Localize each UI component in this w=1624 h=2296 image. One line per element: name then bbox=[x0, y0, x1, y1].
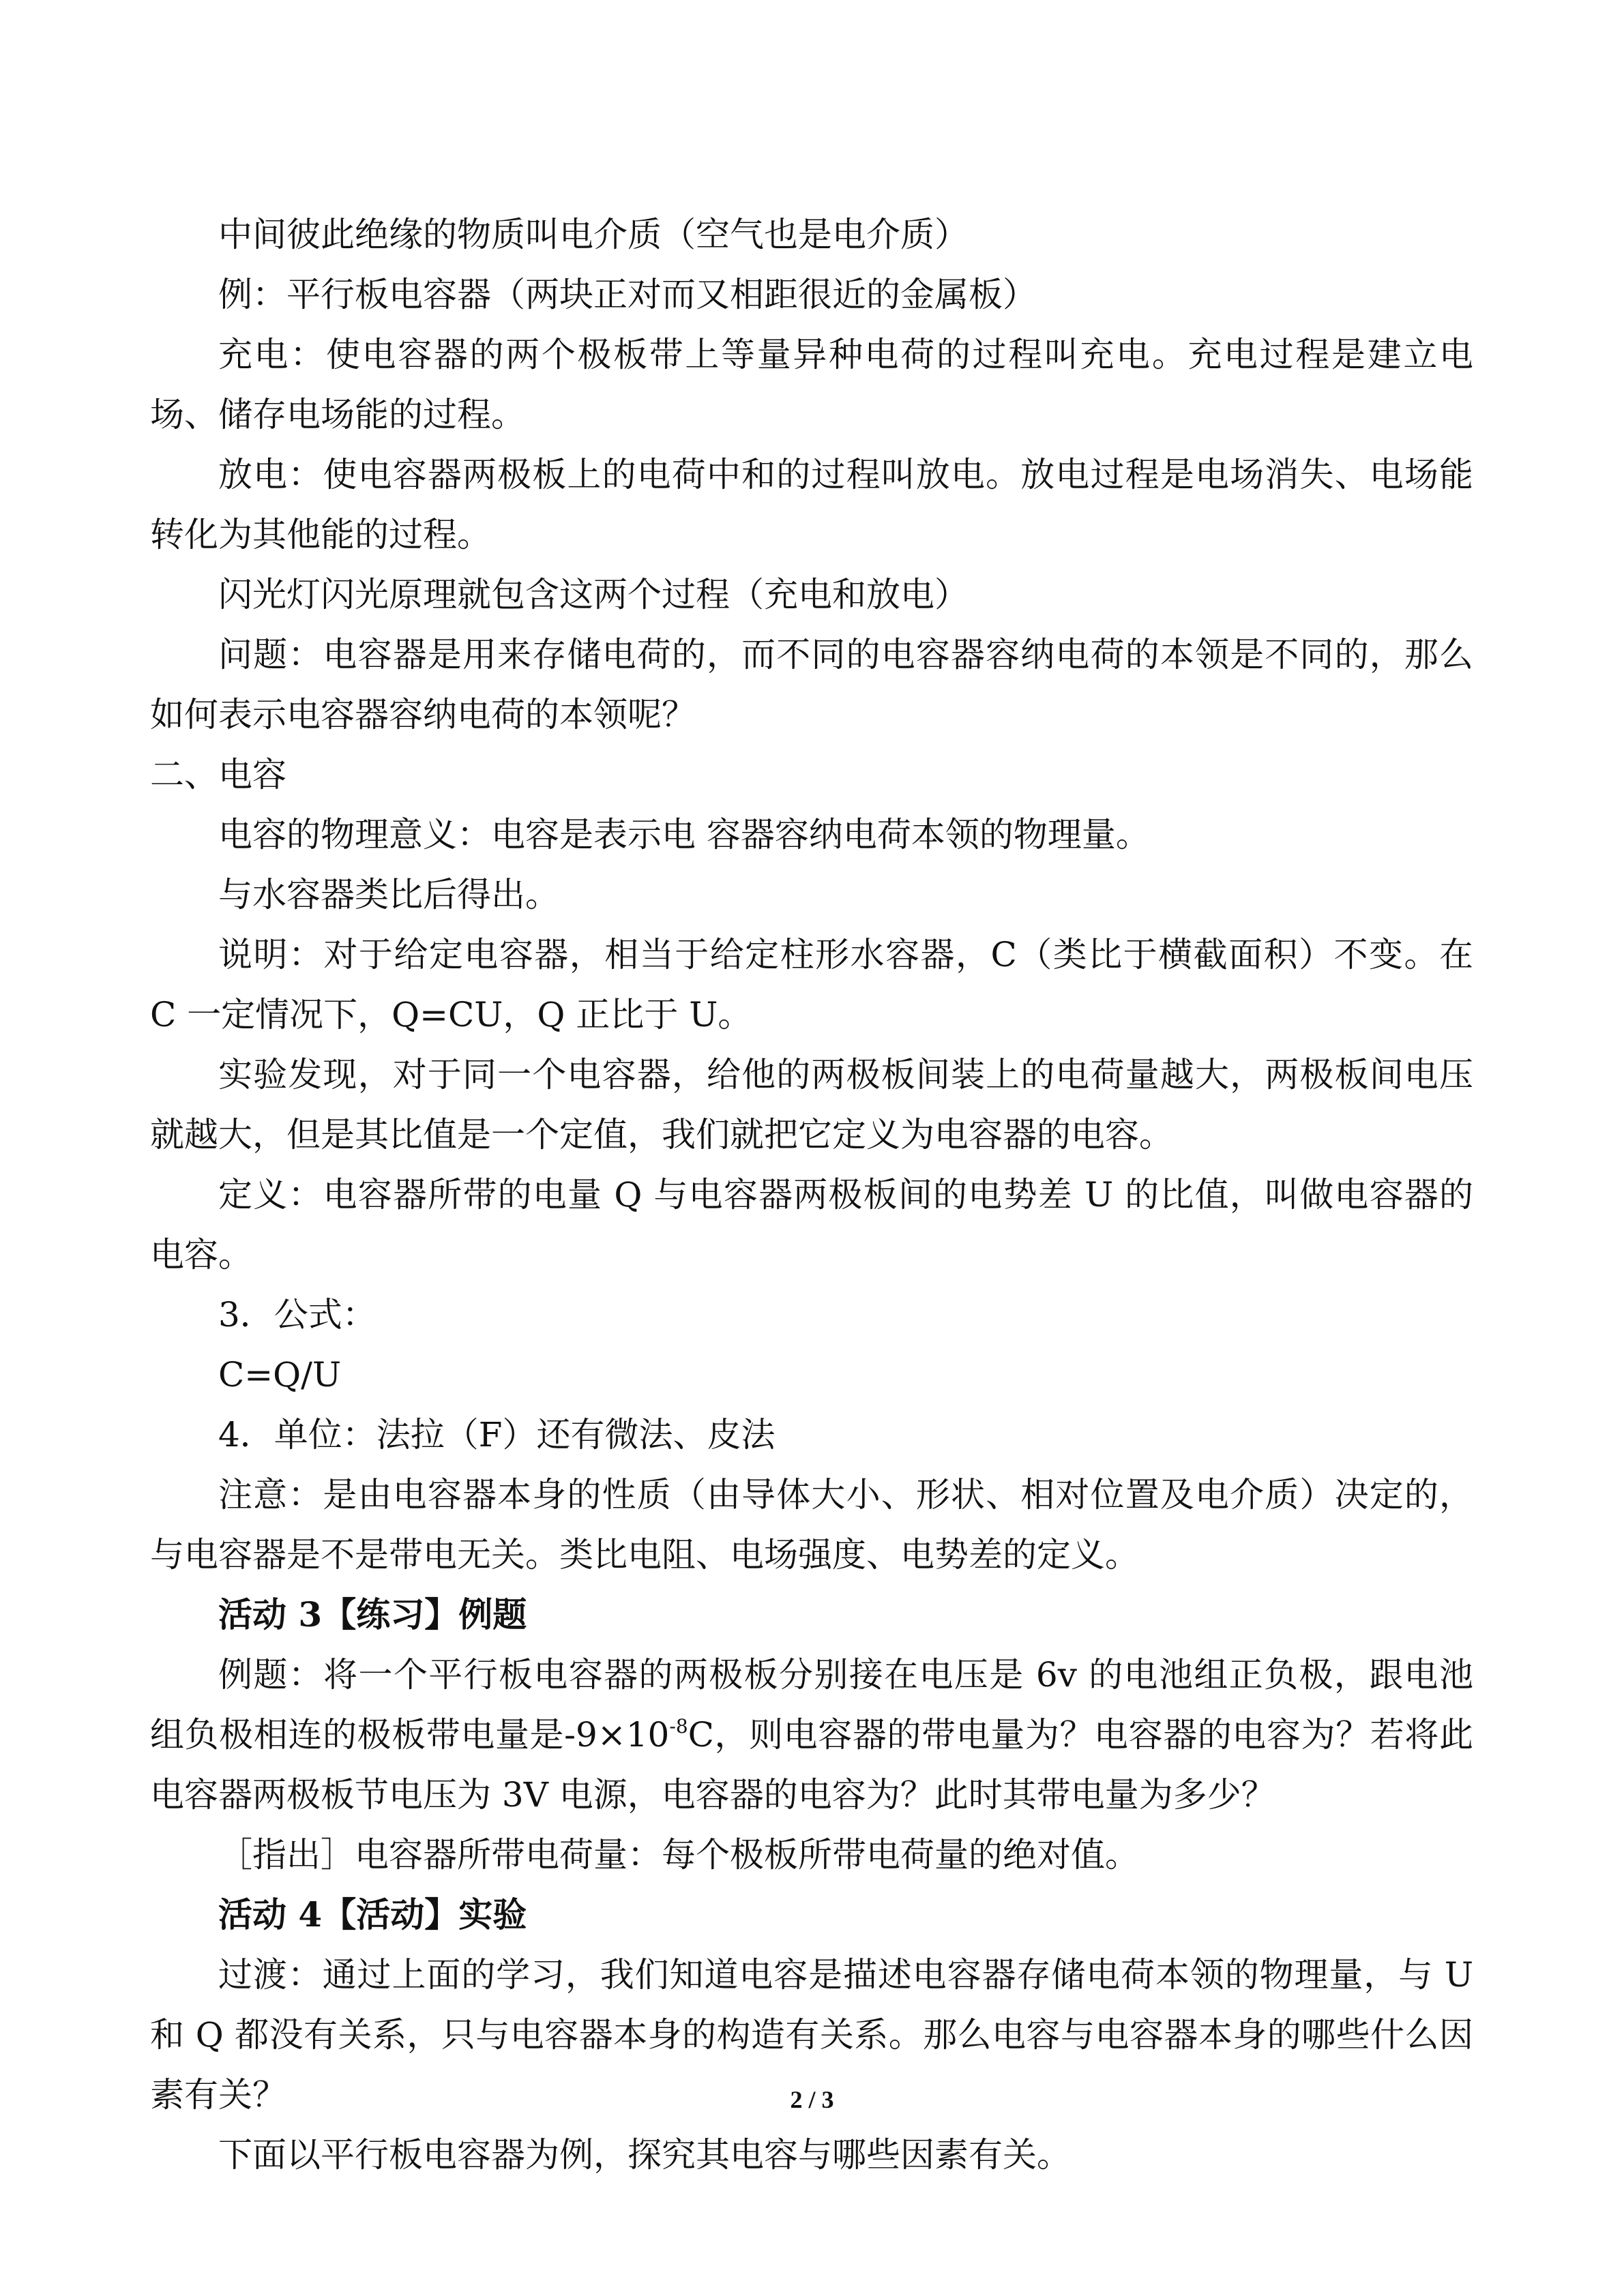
example-text-part2: C，则电容器的带电量为？电容器的电容为？若将此电容器两极板节电压为 3V 电源，电容器的电容为？此时其带电量为多少？ bbox=[150, 1715, 1473, 1815]
paragraph-dielectric: 中间彼此绝缘的物质叫电介质（空气也是电介质） bbox=[218, 215, 969, 254]
example-text-part1: 例题：将一个平行板电容器的两极板分别接在电压是 6v 的电池组正负极，跟电池组负极相连的极板带电量是-9×10 bbox=[150, 1655, 1473, 1755]
paragraph-pointer: ［指出］电容器所带电荷量：每个极板所带电荷量的绝对值。 bbox=[218, 1835, 1139, 1875]
example-exponent: -8 bbox=[669, 1715, 688, 1738]
paragraph-transition: 过渡：通过上面的学习，我们知道电容是描述电容器存储电荷本领的物理量，与 U 和 Q 都没有关系，只与电容器本身的构造有关系。那么电容与电容器本身的哪些什么因素有关？ bbox=[150, 1955, 1473, 2115]
activity-4-heading: 活动 4【活动】实验 bbox=[218, 1894, 527, 1935]
paragraph-charging: 充电：使电容器的两个极板带上等量异种电荷的过程叫充电。充电过程是建立电场、储存电场能的过程。 bbox=[150, 335, 1473, 434]
paragraph-unit: 4．单位：法拉（F）还有微法、皮法 bbox=[218, 1415, 776, 1455]
activity-3-heading: 活动 3【练习】例题 bbox=[218, 1594, 527, 1635]
paragraph-formula-label: 3．公式： bbox=[218, 1295, 377, 1335]
paragraph-explanation: 说明：对于给定电容器，相当于给定柱形水容器，C（类比于横截面积）不变。在 C 一定情况下，Q=CU，Q 正比于 U。 bbox=[150, 935, 1473, 1034]
paragraph-discharging: 放电：使电容器两极板上的电荷中和的过程叫放电。放电过程是电场消失、电场能转化为其他能的过程。 bbox=[150, 455, 1473, 554]
paragraph-note: 注意：是由电容器本身的性质（由导体大小、形状、相对位置及电介质）决定的，与电容器是不是带电无关。类比电阻、电场强度、电势差的定义。 bbox=[150, 1475, 1473, 1575]
paragraph-experiment-finding: 实验发现，对于同一个电容器，给他的两极板间装上的电荷量越大，两极板间电压就越大，但是其比值是一个定值，我们就把它定义为电容器的电容。 bbox=[150, 1055, 1473, 1154]
paragraph-analogy: 与水容器类比后得出。 bbox=[218, 875, 559, 914]
paragraph-definition: 定义：电容器所带的电量 Q 与电容器两极板间的电势差 U 的比值，叫做电容器的电容。 bbox=[150, 1175, 1473, 1274]
paragraph-flash-lamp: 闪光灯闪光原理就包含这两个过程（充电和放电） bbox=[218, 575, 969, 614]
page-number: 2 / 3 bbox=[790, 2086, 834, 2113]
paragraph-example-problem bbox=[150, 1645, 1473, 1825]
paragraph-explore: 下面以平行板电容器为例，探究其电容与哪些因素有关。 bbox=[218, 2135, 1071, 2175]
paragraph-formula: C=Q/U bbox=[218, 1355, 342, 1395]
paragraph-question: 问题：电容器是用来存储电荷的，而不同的电容器容纳电荷的本领是不同的，那么如何表示电容器容纳电荷的本领呢？ bbox=[150, 635, 1473, 734]
paragraph-example-parallel-plate: 例：平行板电容器（两块正对而又相距很近的金属板） bbox=[218, 275, 1037, 314]
paragraph-physical-meaning: 电容的物理意义：电容是表示电 容器容纳电荷本领的物理量。 bbox=[218, 815, 1150, 854]
document-body bbox=[150, 205, 1473, 2185]
section-heading-capacitance: 二、电容 bbox=[150, 755, 286, 794]
